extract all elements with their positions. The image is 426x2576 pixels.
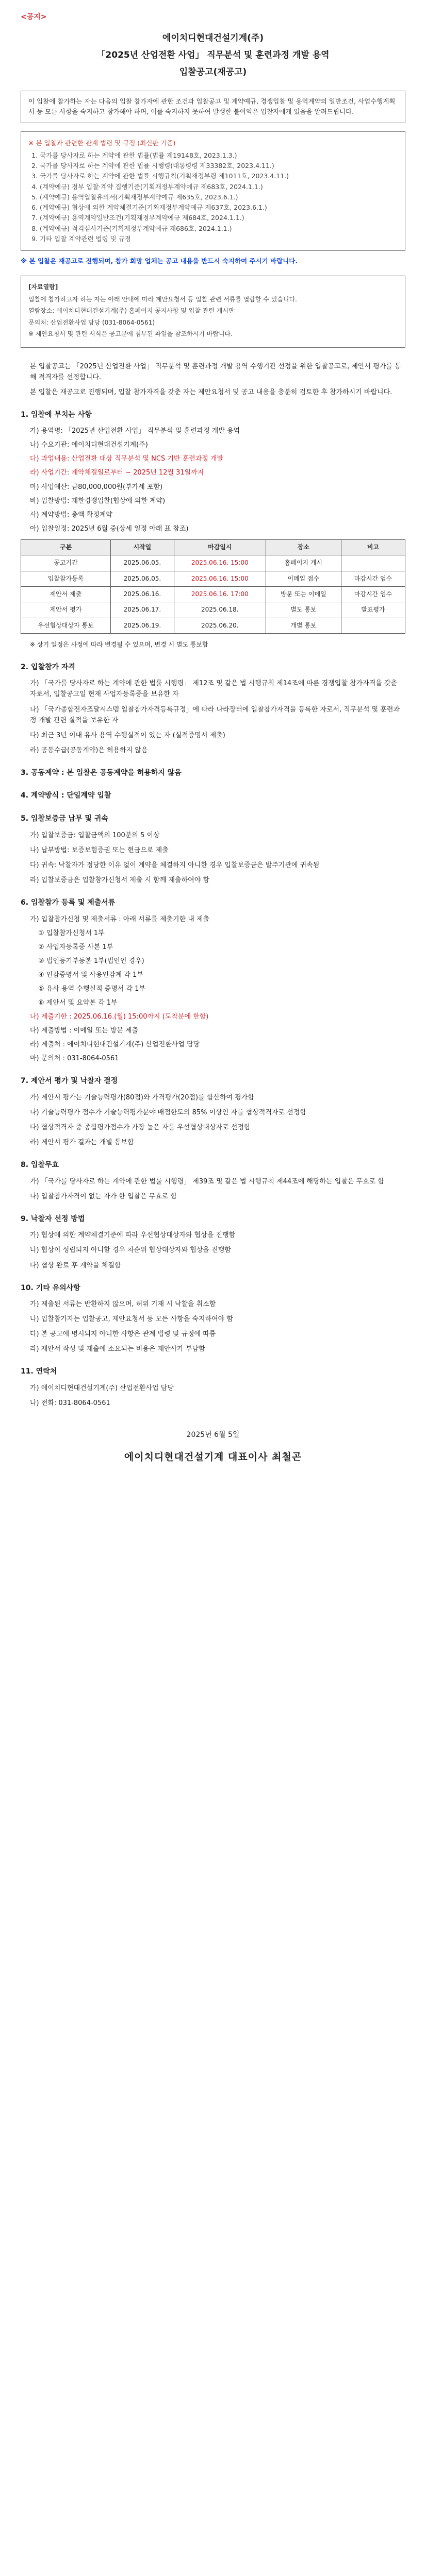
section-6	[21, 897, 405, 1064]
guide-line: 열람장소: 에이치디현대건설기계(주) 홈페이지 공지사항 및 입찰 관련 게시판	[28, 307, 235, 315]
document-item: ② 사업자등록증 사본 1부	[38, 943, 113, 951]
section-paragraph: 나) 전화: 031-8064-0561	[30, 1399, 110, 1408]
org-title: 에이치디현대건설기계(주)	[162, 32, 264, 43]
section-2	[21, 662, 405, 756]
guide-title: [자료열람]	[28, 283, 58, 291]
schedule-header: 구분	[21, 539, 111, 555]
table-cell: 이메일 접수	[266, 571, 341, 586]
table-cell: 2025.06.20.	[174, 618, 266, 633]
section-paragraph: 라) 공동수급(공동계약)은 허용하지 않음	[30, 746, 148, 754]
section-paragraph: 나) 입찰참가자격이 없는 자가 한 입찰은 무효로 함	[30, 1192, 177, 1200]
preamble	[21, 361, 405, 398]
schedule-header: 시작일	[110, 539, 174, 555]
section-paragraph: 라) 입찰보증금은 입찰참가신청서 제출 시 함께 제출하여야 함	[30, 876, 209, 884]
section-item: 아) 입찰일정: 2025년 6월 중(상세 일정 아래 표 참조)	[30, 524, 189, 533]
table-row	[21, 587, 405, 602]
section-paragraph: 다) 귀속: 낙찰자가 정당한 이유 없이 계약을 체결하지 아니한 경우 입찰보증금은 발주기관에 귀속됨	[30, 861, 320, 869]
document-item: ③ 법인등기부등본 1부(법인인 경우)	[38, 957, 144, 965]
document-item: ① 입찰참가신청서 1부	[38, 929, 105, 937]
reference-item: 9. 기타 입찰 계약관련 법령 및 규정	[40, 234, 398, 244]
section-10	[21, 1282, 405, 1355]
section-item: 마) 문의처 : 031-8064-0561	[30, 1055, 119, 1063]
table-cell: 2025.06.19.	[110, 618, 174, 633]
section-title: 3. 공동계약 : 본 입찰은 공동계약을 허용하지 않음	[21, 768, 182, 777]
reference-item: 1. 국가를 당사자로 하는 계약에 관한 법률(법률 제19148호, 2023.1.3.)	[40, 150, 398, 161]
section-paragraph: 나) 협상이 성립되지 아니할 경우 차순위 협상대상자와 협상을 진행함	[30, 1246, 231, 1255]
page-subtitle: 입찰공고(재공고)	[179, 66, 247, 77]
section-paragraph: 다) 협상 완료 후 계약을 체결함	[30, 1261, 121, 1269]
section-9	[21, 1213, 405, 1271]
document-item: ④ 인감증명서 및 사용인감계 각 1부	[38, 971, 143, 979]
section-title: 2. 입찰참가 자격	[21, 663, 75, 671]
section-title: 7. 제안서 평가 및 낙찰자 결정	[21, 1077, 118, 1086]
section-title: 4. 계약방식 : 단일계약 입찰	[21, 791, 111, 800]
section-7	[21, 1075, 405, 1148]
section-paragraph: 가) 제출된 서류는 반환하지 않으며, 허위 기재 시 낙찰을 취소함	[30, 1300, 216, 1309]
section-3	[21, 767, 405, 779]
page-title: 「2025년 산업전환 사업」 직무분석 및 훈련과정 개발 용역	[96, 50, 330, 61]
table-cell: 2025.06.16. 17:00	[174, 587, 266, 602]
table-cell: 2025.06.16.	[110, 587, 174, 602]
section-11	[21, 1366, 405, 1409]
section-paragraph: 나) 기술능력평가 점수가 기술능력평가분야 배점한도의 85% 이상인 자를 협상적격자로 선정함	[30, 1108, 306, 1116]
section-item: 다) 제출방법 : 이메일 또는 방문 제출	[30, 1026, 139, 1035]
reference-item: 2. 국가를 당사자로 하는 계약에 관한 법률 시행령(대통령령 제33382호, 2023.4.11.)	[40, 161, 398, 171]
reference-item: 3. 국가를 당사자로 하는 계약에 관한 법률 시행규칙(기획재정부령 제1011호, 2023.4.11.)	[40, 171, 398, 181]
table-cell: 2025.06.17.	[110, 602, 174, 618]
guide-line: 문의처: 산업전환사업 담당 (031-8064-0561)	[28, 318, 155, 326]
schedule-header-row	[21, 539, 405, 555]
schedule-header: 마감일시	[174, 539, 266, 555]
table-cell: 마감시간 엄수	[341, 571, 405, 586]
section-paragraph: 가) 협상에 의한 계약체결기준에 따라 우선협상대상자와 협상을 진행함	[30, 1231, 236, 1240]
section-item: 나) 제출기한 : 2025.06.16.(월) 15:00까지 (도착분에 한함)	[30, 1012, 209, 1021]
section-paragraph: 가) 에이치디현대건설기계(주) 산업전환사업 담당	[30, 1384, 174, 1393]
section-paragraph: 나) 입찰참가자는 입찰공고, 제안요청서 등 모든 사항을 숙지하여야 함	[30, 1315, 233, 1324]
reference-item: 8. (계약예규) 적격심사기준(기획재정부계약예규 제686호, 2024.1.1.)	[40, 224, 398, 234]
section-item: 마) 사업예산: 금80,000,000원(부가세 포함)	[30, 483, 163, 491]
table-cell: 2025.06.05.	[110, 555, 174, 571]
guide-line: 입찰에 참가하고자 하는 자는 아래 안내에 따라 제안요청서 등 입찰 관련 서류를 열람할 수 있습니다.	[28, 295, 297, 303]
table-cell: 2025.06.16. 15:00	[174, 571, 266, 586]
notice-tag: <공지>	[21, 13, 47, 21]
section-item: 다) 과업내용: 산업전환 대상 직무분석 및 NCS 기반 훈련과정 개발	[30, 455, 224, 463]
document-item: ⑤ 유사 용역 수행실적 증명서 각 1부	[38, 985, 145, 993]
intro-box	[21, 91, 405, 123]
table-cell: 공고기간	[21, 555, 111, 571]
table-cell: 2025.06.05.	[110, 571, 174, 586]
section-item: 사) 계약방법: 총액 확정계약	[30, 511, 112, 519]
table-cell: 홈페이지 게시	[266, 555, 341, 571]
section-title: 11. 연락처	[21, 1367, 57, 1376]
section-paragraph: 가) 입찰보증금: 입찰금액의 100분의 5 이상	[30, 831, 160, 839]
section-title: 10. 기타 유의사항	[21, 1283, 80, 1292]
section-item: 라) 제출처 : 에이치디현대건설기계(주) 산업전환사업 담당	[30, 1041, 200, 1049]
section-item: 바) 입찰방법: 제한경쟁입찰(협상에 의한 계약)	[30, 497, 166, 505]
preamble-paragraph: 본 입찰공고는 「2025년 산업전환 사업」 직무분석 및 훈련과정 개발 용역 수행기관 선정을 위한 입찰공고로, 제안서 평가를 통해 적격자를 선정합니다.	[30, 362, 401, 381]
table-cell: 2025.06.16. 15:00	[174, 555, 266, 571]
table-row	[21, 555, 405, 571]
section-1	[21, 409, 405, 650]
schedule-header: 비고	[341, 539, 405, 555]
table-cell: 별도 통보	[266, 602, 341, 618]
section-title: 1. 입찰에 부치는 사항	[21, 410, 92, 419]
guide-line: ※ 제안요청서 및 관련 서식은 공고문에 첨부된 파일을 참조하시기 바랍니다.	[28, 330, 233, 338]
section-paragraph: 다) 본 공고에 명시되지 아니한 사항은 관계 법령 및 규정에 따름	[30, 1330, 216, 1338]
schedule-table	[21, 539, 405, 634]
section-paragraph: 가) 제안서 평가는 기술능력평가(80점)와 가격평가(20점)를 합산하여 평가함	[30, 1093, 254, 1101]
reference-item: 5. (계약예규) 용역입찰유의서(기획재정부계약예규 제635호, 2023.6.1.)	[40, 192, 398, 202]
table-cell: 제안서 제출	[21, 587, 111, 602]
table-cell: 마감시간 엄수	[341, 587, 405, 602]
table-row	[21, 602, 405, 618]
reference-item: 4. (계약예규) 정부 입찰·계약 집행기준(기획재정부계약예규 제683호, 2024.1.1.)	[40, 182, 398, 192]
section-paragraph: 가) 「국가를 당사자로 하는 계약에 관한 법률 시행령」 제12조 및 같은 법 시행규칙 제14조에 따른 경쟁입찰 참가자격을 갖춘 자로서, 입찰공고일 현재 사업자등록증을 보유한 자	[30, 680, 398, 699]
section-title: 9. 낙찰자 선정 방법	[21, 1214, 85, 1223]
table-cell: 2025.06.18.	[174, 602, 266, 618]
section-paragraph: 다) 협상적격자 중 종합평가점수가 가장 높은 자를 우선협상대상자로 선정함	[30, 1123, 251, 1131]
reference-box	[21, 131, 405, 251]
section-paragraph: 나) 「국가종합전자조달시스템 입찰참가자격등록규정」에 따라 나라장터에 입찰참가자격을 등록한 자로서, 직무분석 및 훈련과정 개발 관련 실적을 보유한 자	[30, 705, 400, 724]
table-row	[21, 571, 405, 586]
reference-item: 6. (계약예규) 협상에 의한 계약체결기준(기획재정부계약예규 제637호, 2023.6.1.)	[40, 202, 398, 213]
table-cell	[341, 555, 405, 571]
table-cell: 우선협상대상자 통보	[21, 618, 111, 633]
reference-lead: ※ 본 입찰과 관련한 관계 법령 및 규정 (최신판 기준)	[28, 139, 176, 147]
reference-list	[28, 150, 398, 244]
intro-text: 이 입찰에 참가하는 자는 다음의 입찰 참가자에 관한 조건과 입찰공고 및 계약예규, 경쟁입찰 및 용역계약의 일반조건, 사업수행계획서 등 모든 사항을 숙지하고 참가해야 하며, 이를 숙지하지 못하여 발생한 불이익은 입찰자에게 있음을 알려드립니다.	[28, 97, 396, 116]
signature: 에이치디현대건설기계 대표이사 최철곤	[124, 1451, 302, 1463]
section-5	[21, 813, 405, 886]
section-paragraph: 라) 제안서 평가 결과는 개별 통보함	[30, 1138, 134, 1146]
table-cell: 개별 통보	[266, 618, 341, 633]
section-title: 8. 입찰무효	[21, 1160, 59, 1169]
section-item: 나) 수요기관: 에이치디현대건설기계(주)	[30, 441, 148, 449]
table-row	[21, 618, 405, 633]
table-cell: 방문 또는 이메일	[266, 587, 341, 602]
preamble-paragraph: 본 입찰은 재공고로 진행되며, 입찰 참가자격을 갖춘 자는 제안요청서 및 공고 내용을 충분히 검토한 후 참가하시기 바랍니다.	[30, 388, 392, 396]
schedule-note: ※ 상기 일정은 사정에 따라 변경될 수 있으며, 변경 시 별도 통보함	[30, 641, 208, 649]
reference-item: 7. (계약예규) 용역계약일반조건(기획재정부계약예규 제684호, 2024.1.1.)	[40, 213, 398, 223]
table-cell: 입찰참가등록	[21, 571, 111, 586]
section-paragraph: 다) 최근 3년 이내 유사 용역 수행실적이 있는 자 (실적증명서 제출)	[30, 731, 225, 739]
section-8	[21, 1159, 405, 1202]
section-paragraph: 나) 납부방법: 보증보험증권 또는 현금으로 제출	[30, 846, 169, 854]
section-item: 가) 입찰참가신청 및 제출서류 : 아래 서류를 제출기한 내 제출	[30, 915, 210, 923]
section-title: 5. 입찰보증금 납부 및 귀속	[21, 815, 108, 823]
section-item: 라) 사업기간: 계약체결일로부터 ~ 2025년 12월 31일까지	[30, 469, 204, 477]
emphasis-note: ※ 본 입찰은 재공고로 진행되며, 참가 희망 업체는 공고 내용을 반드시 숙지하여 주시기 바랍니다.	[21, 257, 298, 265]
table-cell	[341, 618, 405, 633]
section-paragraph: 라) 제안서 작성 및 제출에 소요되는 비용은 제안사가 부담함	[30, 1345, 205, 1353]
table-cell: 제안서 평가	[21, 602, 111, 618]
table-cell: 발표평가	[341, 602, 405, 618]
guide-box	[21, 276, 405, 347]
notice-date: 2025년 6월 5일	[186, 1431, 240, 1439]
schedule-header: 장소	[266, 539, 341, 555]
section-4	[21, 790, 405, 802]
section-title: 6. 입찰참가 등록 및 제출서류	[21, 898, 116, 907]
section-item: 가) 용역명: 「2025년 산업전환 사업」 직무분석 및 훈련과정 개발 용역	[30, 427, 240, 435]
document-item: ⑥ 제안서 및 요약본 각 1부	[38, 998, 118, 1007]
section-paragraph: 가) 「국가를 당사자로 하는 계약에 관한 법률 시행령」 제39조 및 같은 법 시행규칙 제44조에 해당하는 입찰은 무효로 함	[30, 1177, 384, 1185]
